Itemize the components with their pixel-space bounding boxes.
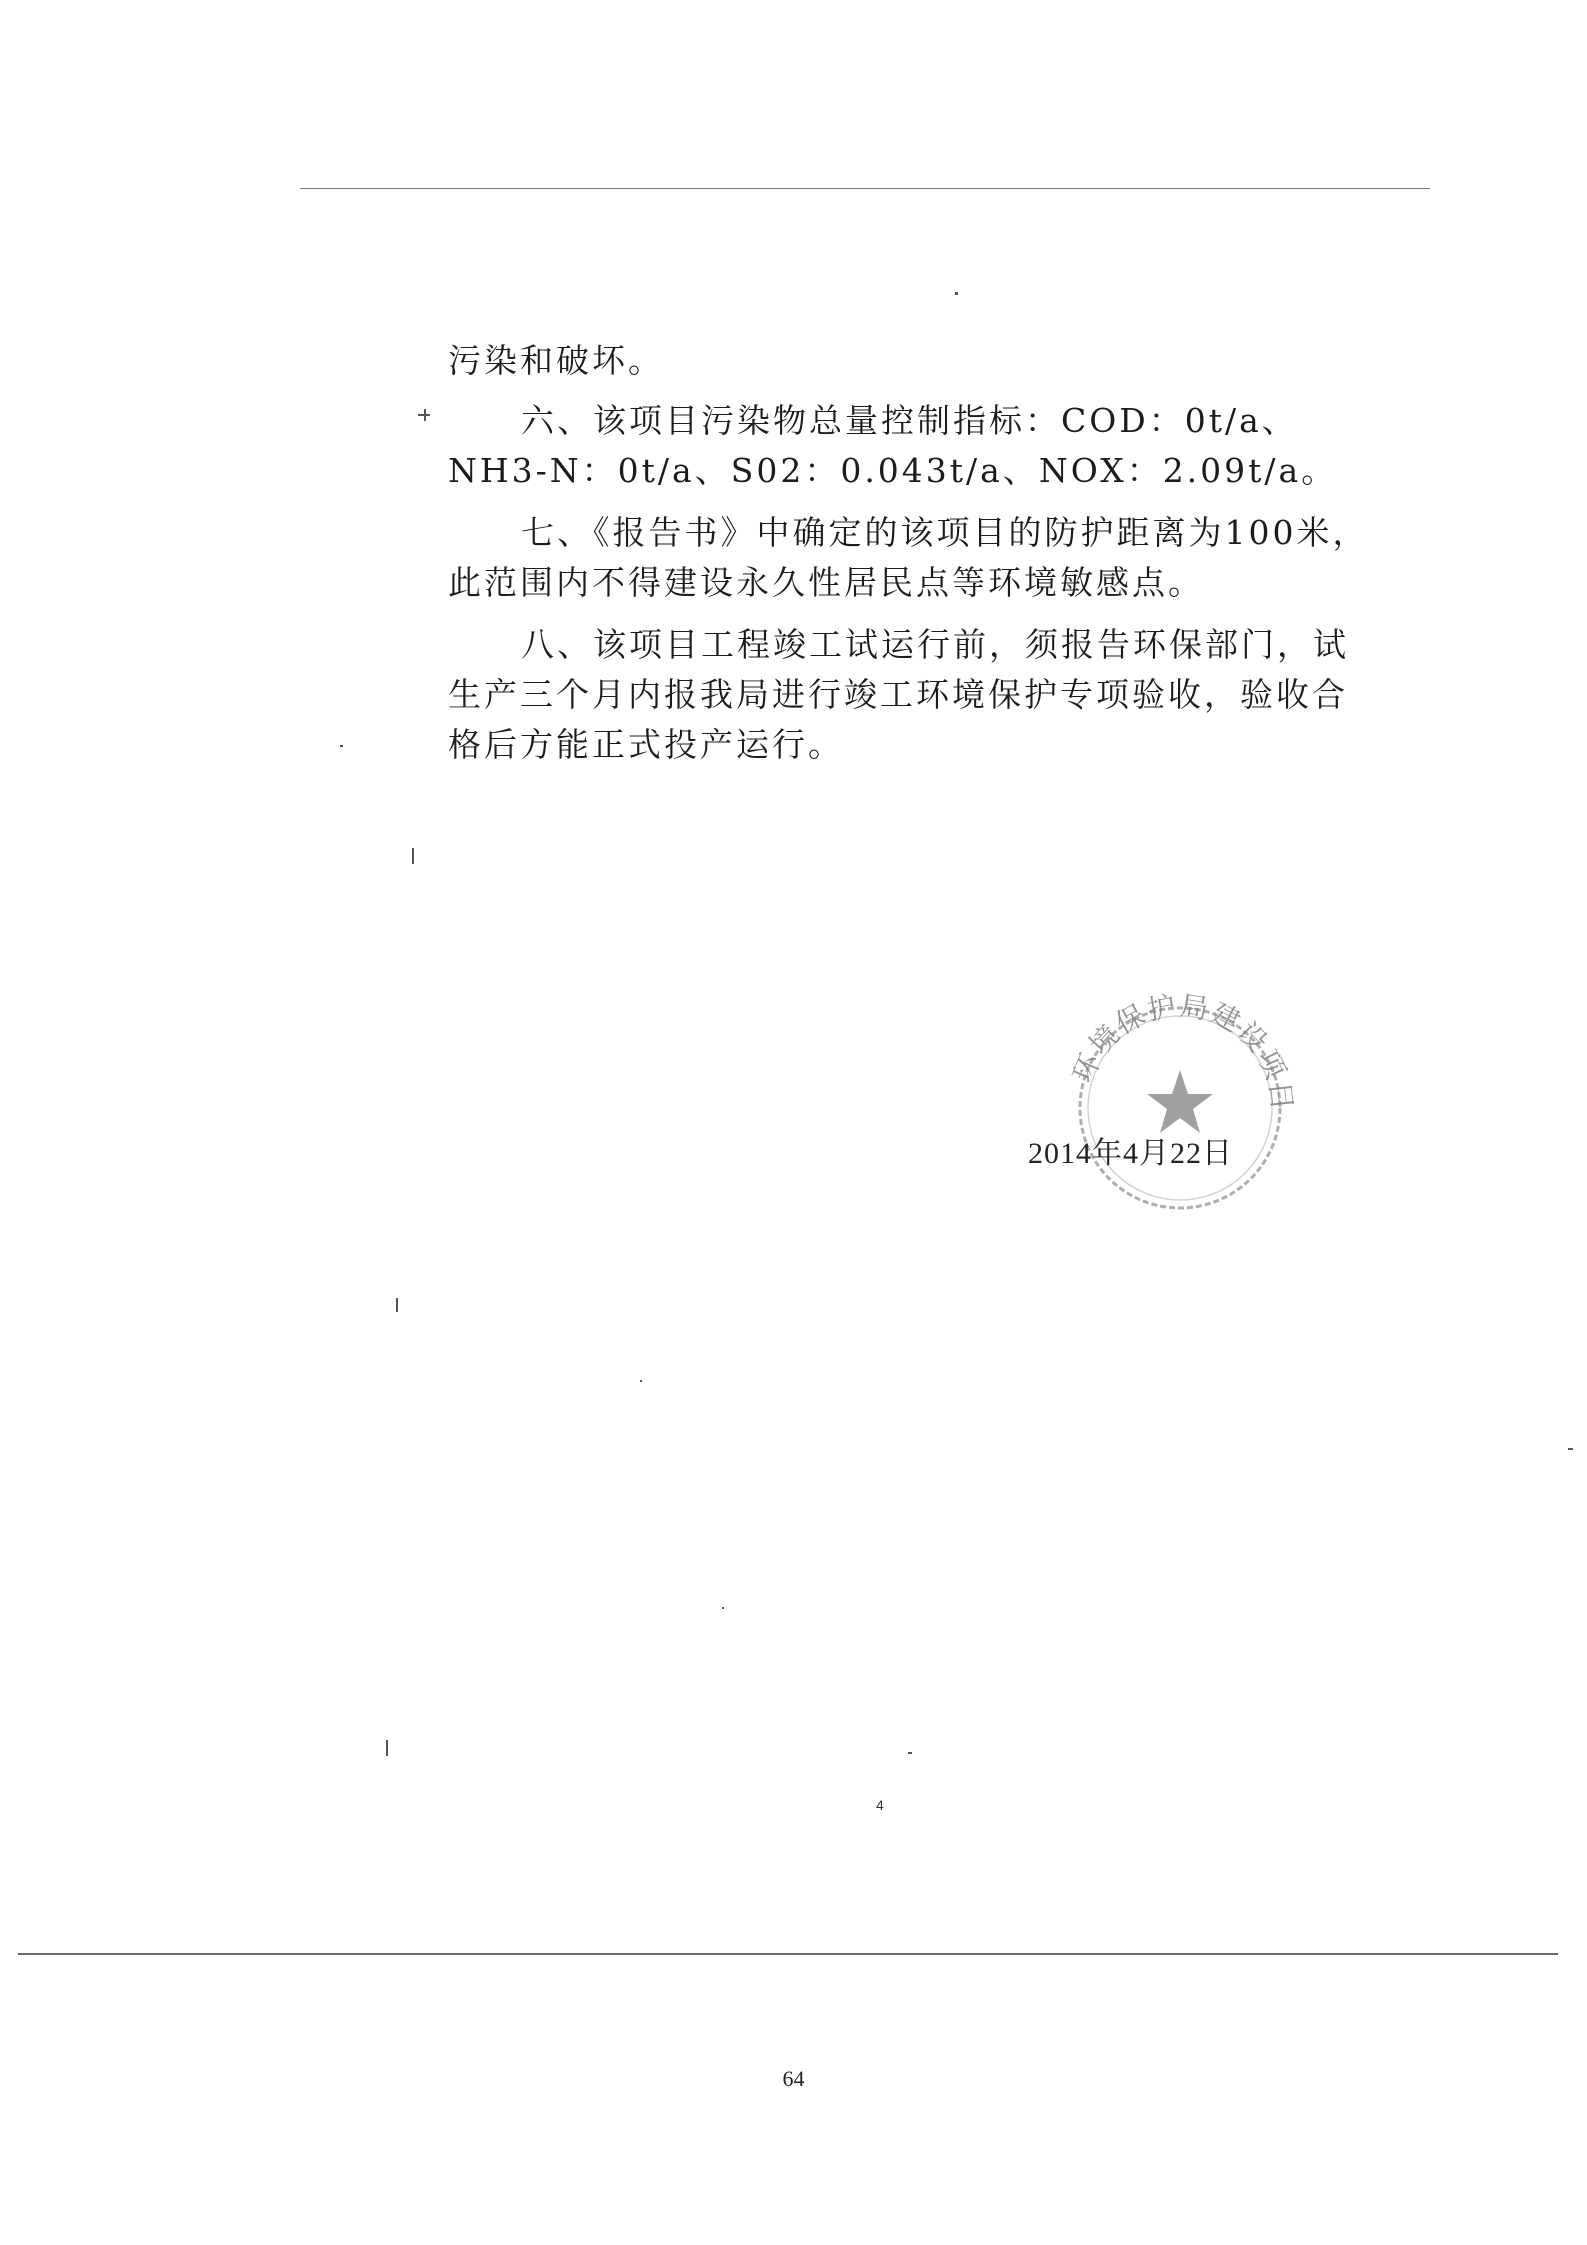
scan-mark (1568, 1448, 1573, 1450)
bottom-divider (18, 1953, 1558, 1955)
scan-mark (340, 745, 343, 747)
scan-mark (955, 292, 958, 295)
scan-mark (424, 409, 426, 421)
scan-mark (908, 1752, 912, 1754)
document-date: 2014年4月22日 (1028, 1137, 1233, 1170)
inner-page-number: 4 (876, 1797, 884, 1813)
scan-mark (722, 1607, 724, 1609)
star-icon (1147, 1070, 1213, 1133)
paragraph-item-6: 六、该项目污染物总量控制指标：COD：0t/a、NH3-N：0t/a、S02：0.043t/a、NOX：2.09t/a。 (448, 401, 1338, 490)
page-number: 64 (782, 2066, 805, 2091)
seal-text: 环境保护局建设项目 (1065, 990, 1299, 1114)
scan-mark (396, 1298, 398, 1312)
scan-mark (412, 848, 414, 864)
document-body (448, 336, 1378, 782)
paragraph-continuation: 污染和破坏。 (448, 341, 664, 380)
scan-mark (640, 1380, 642, 1382)
paragraph-item-7: 七、《报告书》中确定的该项目的防护距离为100米，此范围内不得建设永久性居民点等环境敏感点。 (448, 513, 1369, 602)
official-seal-stamp (1050, 990, 1310, 1210)
scan-mark (386, 1740, 388, 1756)
paragraph-item-8: 八、该项目工程竣工试运行前，须报告环保部门，试生产三个月内报我局进行竣工环境保护专项验收，验收合格后方能正式投产运行。 (448, 625, 1349, 764)
top-divider (300, 188, 1430, 189)
